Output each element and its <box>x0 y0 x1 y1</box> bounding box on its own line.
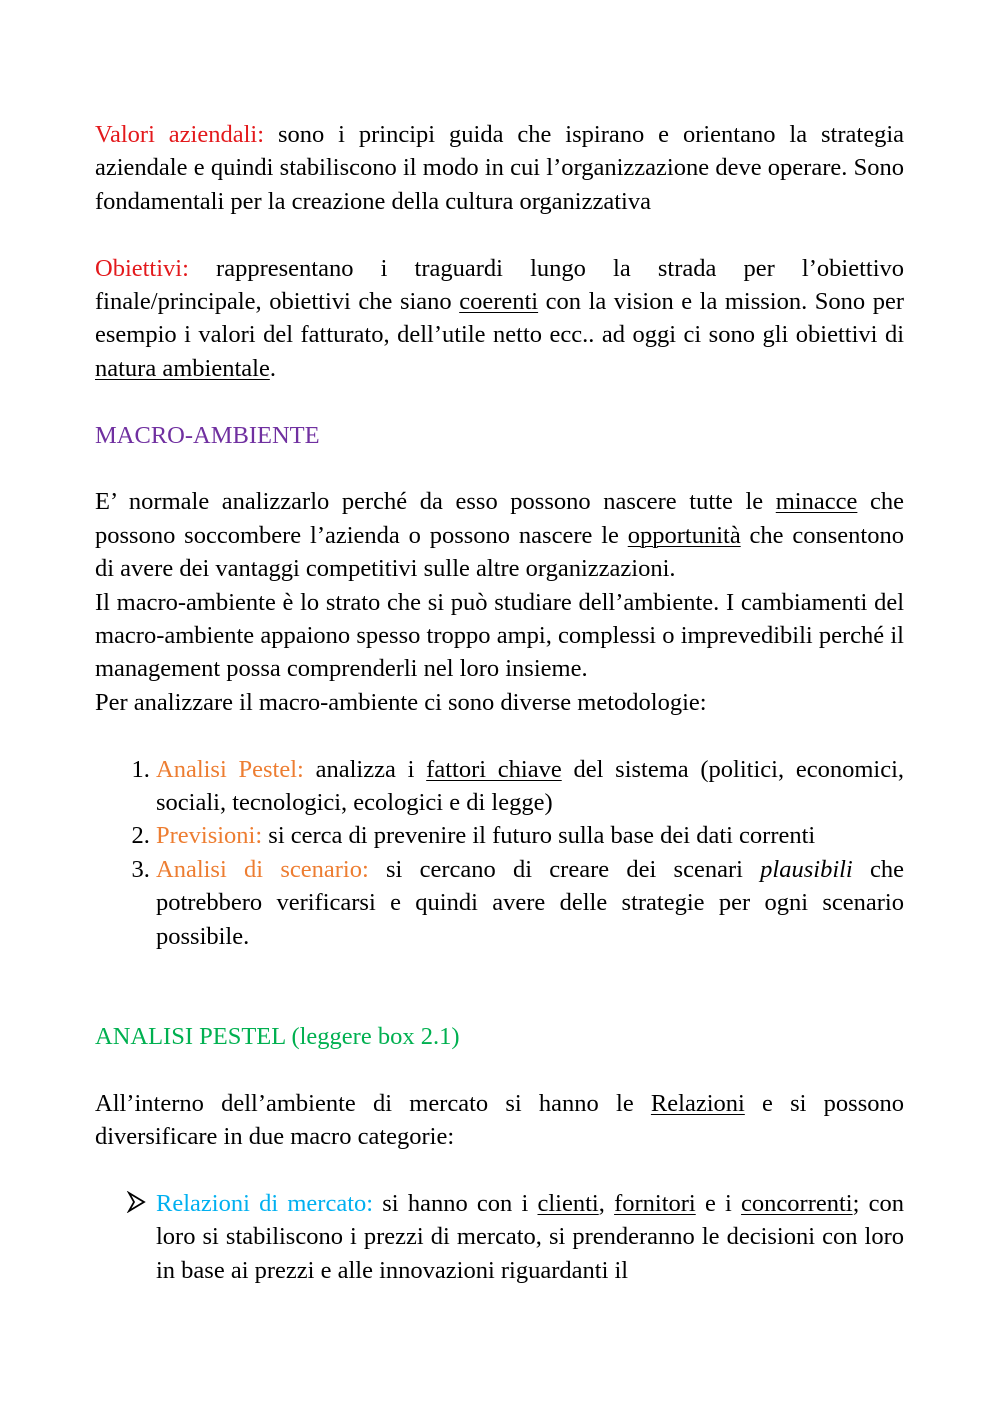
method-text: si cercano di creare dei scenari <box>368 855 761 883</box>
pestel-heading: ANALISI PESTEL (leggere box 2.1) <box>95 1022 460 1050</box>
relazioni-text: ; con loro si stabiliscono i prezzi di mercato, si prenderanno le decisioni con loro in base ai prezzi e alle innovazioni riguardanti il <box>156 1189 904 1284</box>
obiettivi-paragraph <box>95 252 904 386</box>
macro-underline-opportunita: opportunità <box>627 521 741 549</box>
method-label: Analisi Pestel: <box>156 755 304 783</box>
macro-paragraph-1 <box>95 485 904 585</box>
obiettivi-underline-coerenti: coerenti <box>459 288 539 316</box>
methods-list <box>95 753 904 953</box>
method-text: analizza i <box>303 755 427 783</box>
macro-underline-minacce: minacce <box>775 488 858 516</box>
pestel-paragraph <box>95 1087 904 1154</box>
macro-p1-text-2: che possono soccombere l’azienda o possono nascere le <box>95 488 904 549</box>
pestel-text-1: All’interno dell’ambiente di mercato si hanno le <box>95 1089 651 1117</box>
macro-paragraph-3: Per analizzare il macro-ambiente ci sono diverse metodologie: <box>95 688 707 716</box>
document-page <box>95 118 904 1287</box>
obiettivi-label: Obiettivi: <box>95 254 189 282</box>
method-label: Analisi di scenario: <box>156 855 369 883</box>
obiettivi-text-1: rappresentano i traguardi lungo la strada per l’obiettivo finale/principale, obiettivi che siano <box>95 254 904 316</box>
list-item <box>156 1187 904 1287</box>
arrowhead-bullet-icon <box>126 1191 146 1213</box>
valori-paragraph <box>95 118 904 218</box>
relazioni-label: Relazioni di mercato: <box>156 1189 374 1217</box>
list-item <box>156 753 904 820</box>
obiettivi-underline-natura: natura ambientale <box>95 354 270 382</box>
macro-paragraph-2: Il macro-ambiente è lo strato che si può studiare dell’ambiente. I cambiamenti del macro-ambiente appaiono spesso troppo ampi, complessi o imprevedibili perché il management possa comprenderli nel loro insieme. <box>95 588 904 683</box>
list-item <box>156 853 904 953</box>
relazioni-list <box>95 1187 904 1287</box>
relazioni-underline-clienti: clienti <box>537 1189 599 1217</box>
obiettivi-text-2: con la vision e la mission. Sono per esempio i valori del fatturato, dell’utile netto ecc.. ad oggi ci sono gli obiettivi di <box>95 288 904 349</box>
pestel-underline-relazioni: Relazioni <box>650 1089 745 1117</box>
macro-p1-text-3: che consentono di avere dei vantaggi competitivi sulle altre organizzazioni. <box>95 521 904 583</box>
method-text: si cerca di prevenire il futuro sulla base dei dati correnti <box>262 822 816 850</box>
method-italic: plausibili <box>760 855 853 883</box>
macro-p1-text-1: E’ normale analizzarlo perché da esso possono nascere tutte le <box>95 488 776 516</box>
pestel-text-2: e si possono diversificare in due macro categorie: <box>95 1089 904 1151</box>
relazioni-underline-concorrenti: concorrenti <box>741 1189 853 1217</box>
macro-heading: MACRO-AMBIENTE <box>95 421 320 449</box>
valori-label: Valori aziendali: <box>95 121 265 148</box>
method-text: che potrebbero verificarsi e quindi avere delle strategie per ogni scenario possibile. <box>156 855 904 950</box>
relazioni-text: si hanno con i <box>373 1189 538 1217</box>
method-label: Previsioni: <box>156 822 263 850</box>
obiettivi-text-3: . <box>269 354 276 382</box>
relazioni-text: , <box>598 1189 615 1217</box>
list-item <box>156 819 904 852</box>
relazioni-text: e i <box>695 1189 742 1217</box>
relazioni-underline-fornitori: fornitori <box>614 1189 696 1217</box>
method-text: del sistema (politici, economici, sociali, tecnologici, ecologici e di legge) <box>156 755 905 817</box>
method-underline: fattori chiave <box>426 755 562 783</box>
valori-text: sono i principi guida che ispirano e orientano la strategia aziendale e quindi stabiliscono il modo in cui l’organizzazione deve operare. Sono fondamentali per la creazione della cultura organizzativa <box>95 121 904 215</box>
